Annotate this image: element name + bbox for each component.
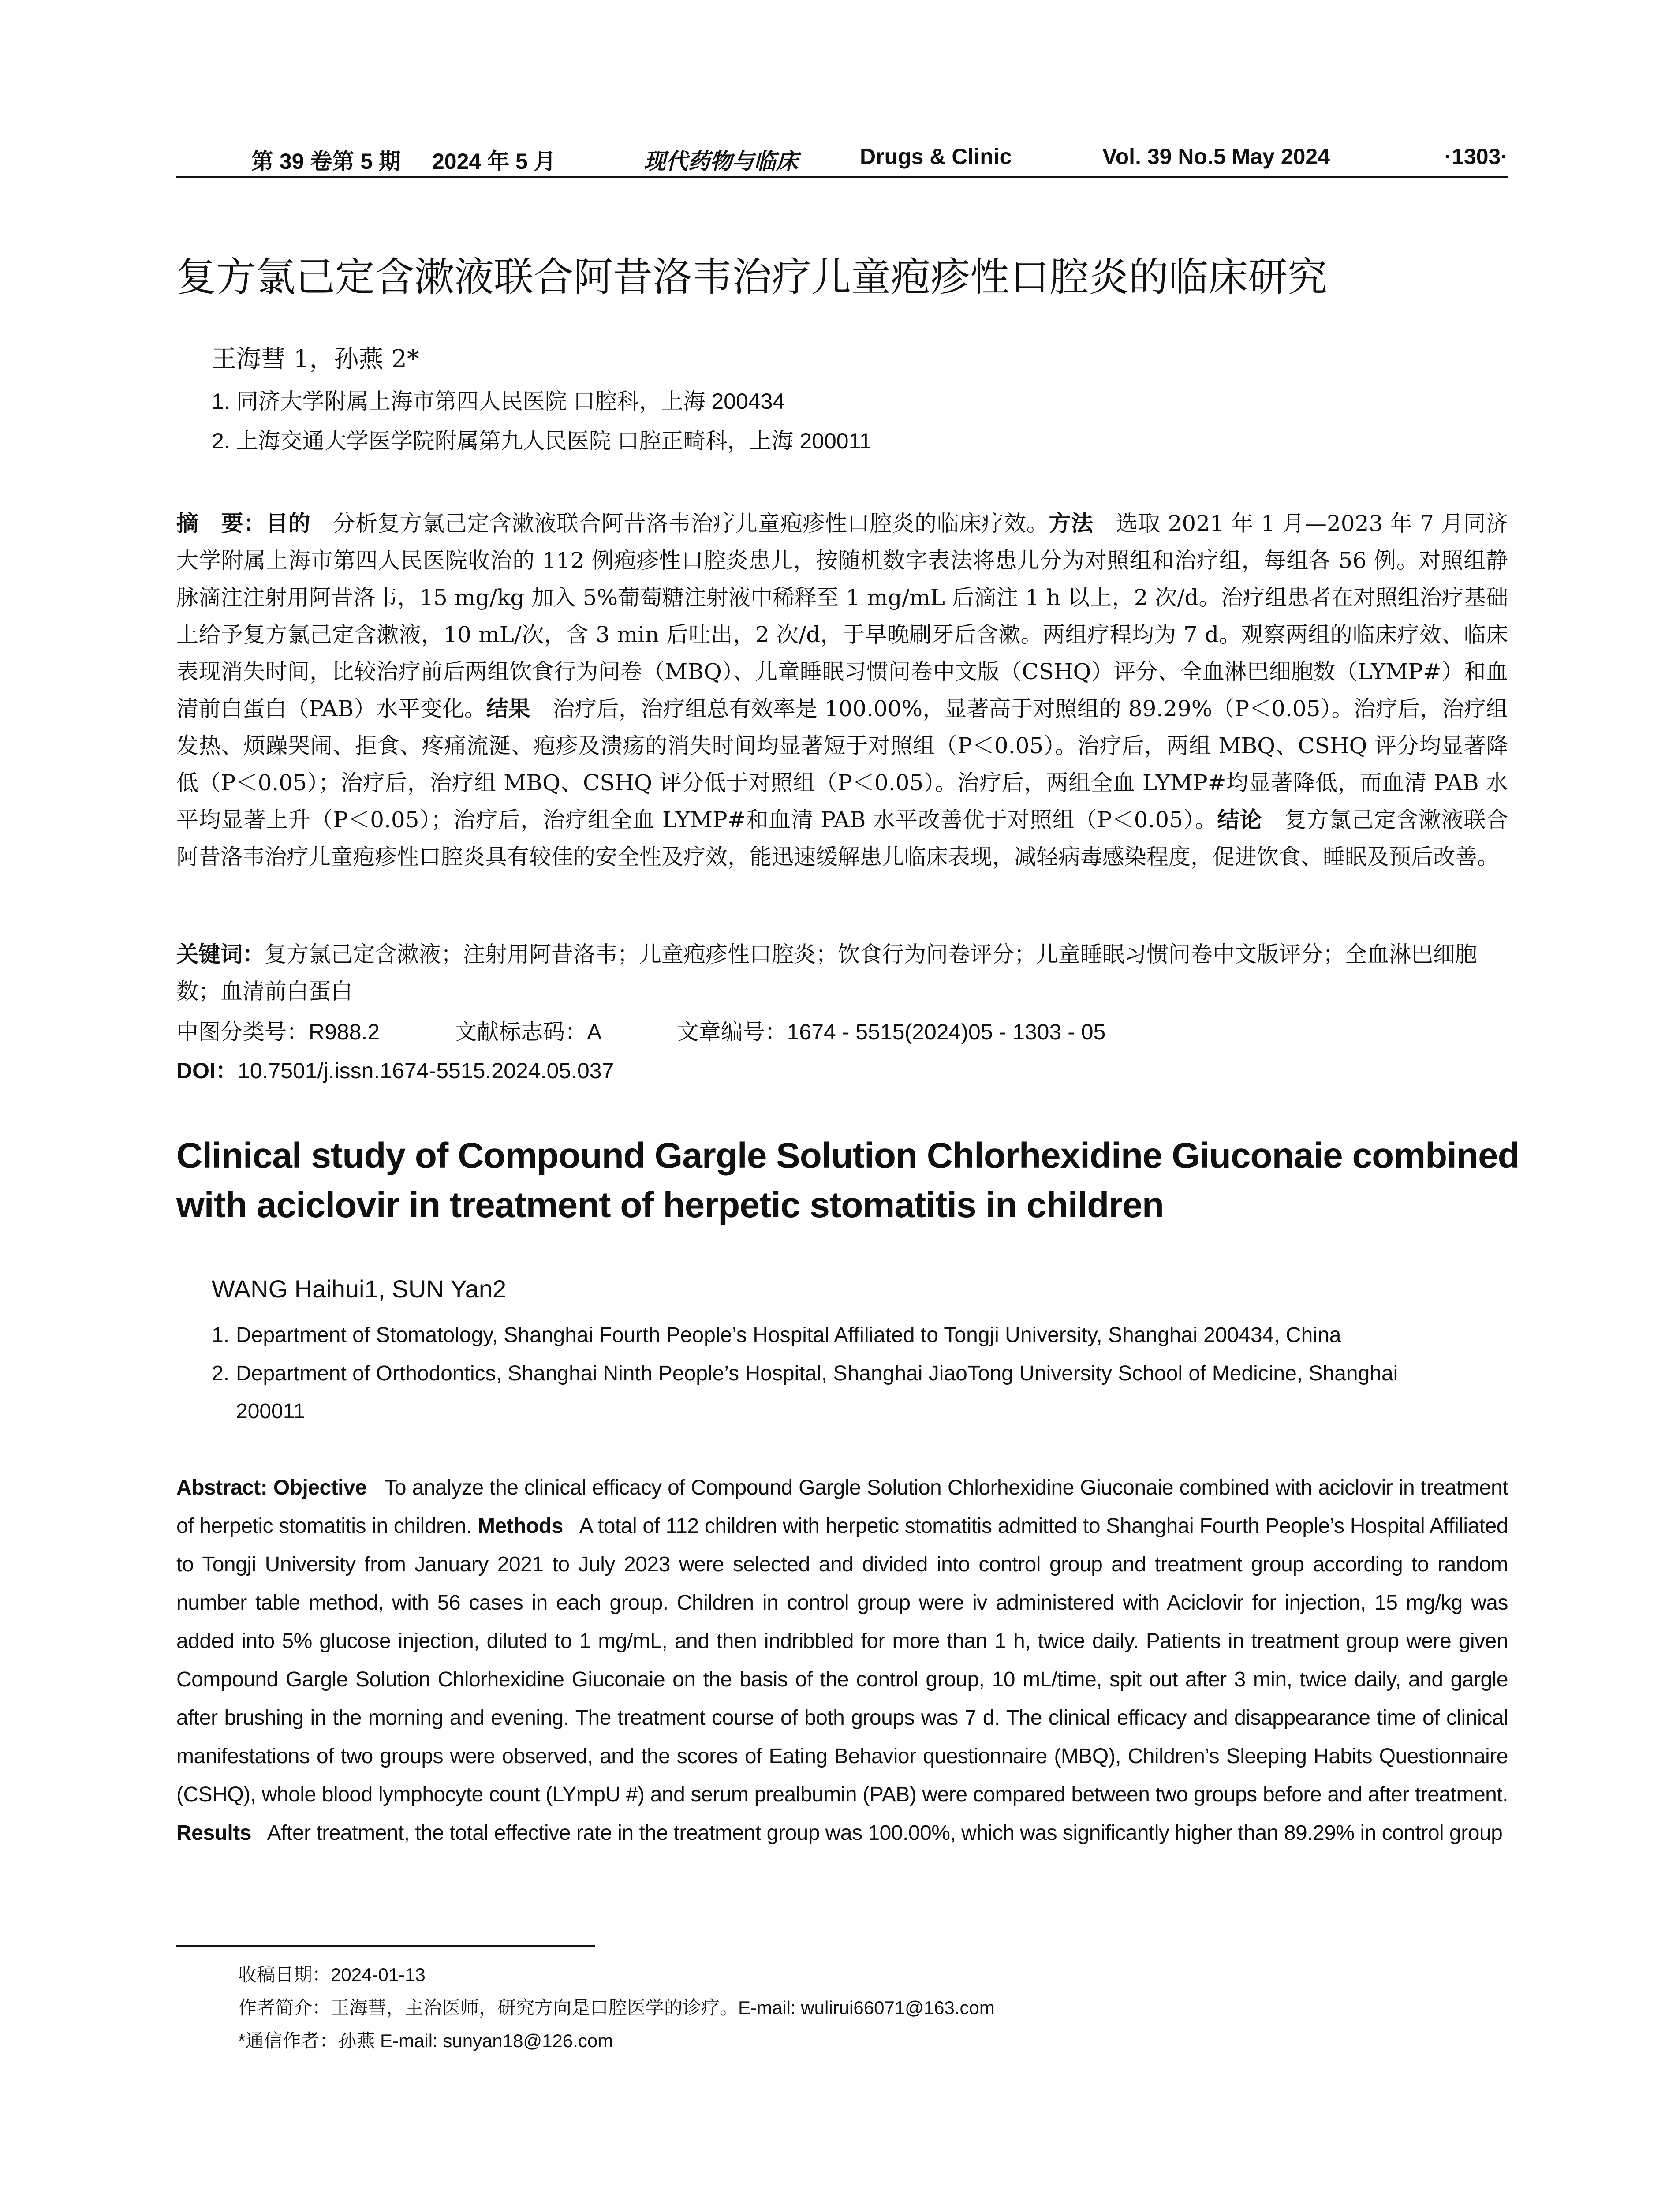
results-cn: 治疗后，治疗组总有效率是 100.00%，显著高于对照组的 89.29%（P＜0.05）。治疗后，治疗组发热、烦躁哭闹、拒食、疼痛流涎、疱疹及溃疡的消失时间均显著短于对照组（P＜0.05）。治疗后，两组 MBQ、CSHQ 评分均显著降低（P＜0.05）；治疗后，治疗组 MBQ、CSHQ 评分低于对照组（P＜0.05）。治疗后，两组全血 LYMP#均显著降低，而血清 PAB 水平均显著上升（P＜0.05）；治疗后，治疗组全血 LYMP#和血清 PAB 水平改善优于对照组（P＜0.05）。 bbox=[176, 696, 1508, 833]
classification-line bbox=[176, 1014, 1180, 1046]
doi-label: DOI： bbox=[176, 1058, 238, 1083]
results-label-en: Results bbox=[176, 1821, 251, 1845]
methods-label-cn: 方法 bbox=[1049, 511, 1094, 536]
document-code: 文献标志码：A bbox=[455, 1020, 602, 1044]
results-en: After treatment, the total effective rate in the treatment group was 100.00%, which was significantly higher than 89.29% in control group bbox=[267, 1821, 1503, 1845]
abstract-en-label: Abstract: bbox=[176, 1476, 268, 1499]
article-title-en: Clinical study of Compound Gargle Solution Chlorhexidine Giuconaie combined with aciclovir in treatment of herpetic stomatitis in children bbox=[176, 1136, 1519, 1225]
header-page-number: ·1303· bbox=[1444, 144, 1508, 169]
abstract-cn-label: 摘 要： bbox=[176, 511, 266, 536]
article-title-cn: 复方氯己定含漱液联合阿昔洛韦治疗儿童疱疹性口腔炎的临床研究 bbox=[176, 254, 1327, 300]
affiliation-en-2-text: Department of Orthodontics, Shanghai Ninth People’s Hospital, Shanghai JiaoTong University School of Medicine, Shanghai bbox=[236, 1362, 1398, 1385]
keywords-cn-text: 复方氯己定含漱液；注射用阿昔洛韦；儿童疱疹性口腔炎；饮食行为问卷评分；儿童睡眠习惯问卷中文版评分；全血淋巴细胞数；血清前白蛋白 bbox=[176, 942, 1477, 1004]
objective-cn: 分析复方氯己定含漱液联合阿昔洛韦治疗儿童疱疹性口腔炎的临床疗效。 bbox=[333, 511, 1049, 536]
methods-label-en: Methods bbox=[477, 1514, 563, 1538]
footnote-received-date: 收稿日期：2024-01-13 bbox=[238, 1964, 426, 1985]
clc-number: 中图分类号：R988.2 bbox=[176, 1020, 380, 1044]
affiliation-en-1 bbox=[212, 1316, 1508, 1354]
conclusion-cn: 复方氯己定含漱液联合阿昔洛韦治疗儿童疱疹性口腔炎具有较佳的安全性及疗效，能迅速缓解患儿临床表现，减轻病毒感染程度，促进饮食、睡眠及预后改善。 bbox=[176, 807, 1508, 870]
affiliation-en-2-number: 2. bbox=[212, 1362, 230, 1385]
header-journal-en: Drugs & Clinic bbox=[860, 144, 1012, 169]
objective-label-en: Objective bbox=[273, 1476, 367, 1499]
doi-line bbox=[176, 1053, 614, 1085]
conclusion-label-cn: 结论 bbox=[1217, 807, 1262, 833]
footnote-divider bbox=[176, 1945, 595, 1947]
authors-cn: 王海彗 1，孙燕 2* bbox=[212, 345, 419, 374]
affiliation-cn-2: 2. 上海交通大学医学院附属第九人民医院 口腔正畸科，上海 200011 bbox=[212, 429, 872, 453]
header-issue-en: Vol. 39 No.5 May 2024 bbox=[1102, 144, 1330, 169]
abstract-en bbox=[176, 1469, 1508, 1852]
affiliation-en-2 bbox=[212, 1355, 1508, 1431]
objective-label-cn: 目的 bbox=[265, 511, 311, 536]
doi-value: 10.7501/j.issn.1674-5515.2024.05.037 bbox=[237, 1058, 614, 1083]
header-journal-cn: 现代药物与临床 bbox=[644, 148, 798, 174]
article-number: 文章编号：1674 - 5515(2024)05 - 1303 - 05 bbox=[676, 1020, 1106, 1044]
results-label-cn: 结果 bbox=[486, 696, 530, 721]
footnote-corresponding-author: *通信作者：孙燕 E-mail: sunyan18@126.com bbox=[238, 2030, 613, 2051]
affiliation-en-1-text: Department of Stomatology, Shanghai Fourth People’s Hospital Affiliated to Tongji University, Shanghai 200434, China bbox=[236, 1323, 1341, 1347]
authors-en: WANG Haihui1, SUN Yan2 bbox=[212, 1275, 507, 1303]
footnote-author-bio: 作者简介：王海彗，主治医师，研究方向是口腔医学的诊疗。E-mail: wulirui66071@163.com bbox=[238, 1997, 995, 2018]
keywords-cn bbox=[176, 936, 1508, 1010]
affiliation-en-2-continued: 200011 bbox=[236, 1400, 305, 1423]
methods-en: A total of 112 children with herpetic stomatitis admitted to Shanghai Fourth People’s Hospital Affiliated to Tongji University from January 2021 to July 2023 were selected and divided into control group and treatment group according to random number table method, with 56 cases in each group. Children in control group were iv administered with Aciclovir for injection, 15 mg/kg was added into 5% glucose injection, diluted to 1 mg/mL, and then indribbled for more than 1 h, twice daily. Patients in treatment group were given Compound Gargle Solution Chlorhexidine Giuconaie on the basis of the control group, 10 mL/time, spit out after 3 min, twice daily, and gargle after brushing in the morning and evening. The treatment course of both groups was 7 d. The clinical efficacy and disappearance time of clinical manifestations of two groups were observed, and the scores of Eating Behavior questionnaire (MBQ), Children’s Sleeping Habits Questionnaire (CSHQ), whole blood lymphocyte count (LYmpU #) and serum prealbumin (PAB) were compared between two groups before and after treatment. bbox=[176, 1514, 1508, 1806]
abstract-cn bbox=[176, 505, 1508, 875]
header-issue-cn: 第 39 卷第 5 期 bbox=[251, 149, 401, 174]
affiliation-en-1-number: 1. bbox=[212, 1323, 230, 1347]
methods-cn: 选取 2021 年 1 月—2023 年 7 月同济大学附属上海市第四人民医院收治的 112 例疱疹性口腔炎患儿，按随机数字表法将患儿分为对照组和治疗组，每组各 56 例。对照组静脉滴注注射用阿昔洛韦，15 mg/kg 加入 5%葡萄糖注射液中稀释至 1 mg/mL 后滴注 1 h 以上，2 次/d。治疗组患者在对照组治疗基础上给予复方氯己定含漱液，10 mL/次，含 3 min 后吐出，2 次/d，于早晚刷牙后含漱。两组疗程均为 7 d。观察两组的临床疗效、临床表现消失时间，比较治疗前后两组饮食行为问卷（MBQ）、儿童睡眠习惯问卷中文版（CSHQ）评分、全血淋巴细胞数（LYMP#）和血清前白蛋白（PAB）水平变化。 bbox=[176, 511, 1508, 721]
objective-en: To analyze the clinical efficacy of Compound Gargle Solution Chlorhexidine Giuconaie combined with aciclovir in treatment of herpetic stomatitis in children. bbox=[176, 1476, 1508, 1538]
keywords-cn-label: 关键词： bbox=[176, 942, 265, 967]
running-header bbox=[176, 140, 1508, 178]
affiliation-cn-1: 1. 同济大学附属上海市第四人民医院 口腔科，上海 200434 bbox=[212, 389, 785, 414]
header-date-cn: 2024 年 5 月 bbox=[432, 149, 556, 174]
